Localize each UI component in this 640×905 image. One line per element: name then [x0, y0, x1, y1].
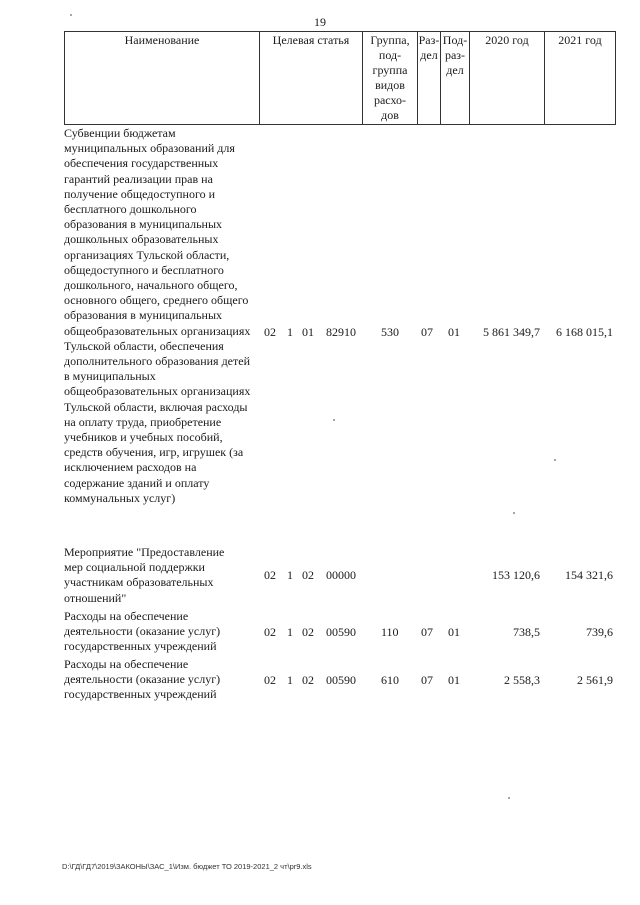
row-name-line: учебников и учебных пособий, [64, 430, 223, 445]
scan-speck [513, 512, 515, 514]
cell-subprogram: 1 [287, 325, 293, 339]
header-subsection-line: Под- [442, 33, 468, 47]
cell-main-event: 02 [302, 625, 314, 639]
scan-speck [554, 459, 556, 461]
header-year-2020 [469, 31, 545, 125]
row-name-line: гарантий реализации прав на [64, 171, 213, 186]
header-subsection-line: раз- [444, 48, 466, 62]
header-group [362, 31, 418, 125]
row-name-line: Расходы на обеспечение [64, 657, 189, 671]
header-group-line: расхо- [373, 93, 407, 107]
row-name-line: общедоступного и бесплатного [64, 262, 224, 277]
cell-subsection: 01 [448, 673, 460, 687]
header-year-2020-label: 2020 год [485, 33, 529, 47]
header-group-line: видов [375, 78, 405, 92]
row-name-line: дополнительного образования детей [64, 354, 250, 369]
header-year-2021 [544, 31, 616, 125]
row-name-line: на оплату труда, приобретение [64, 414, 222, 429]
cell-subprogram: 1 [287, 568, 293, 582]
header-section [417, 31, 441, 125]
cell-subsection: 01 [448, 625, 460, 639]
row-name-line: основного общего, среднего общего [64, 293, 249, 308]
row-name-line: деятельности (оказание услуг) [64, 672, 221, 687]
row-name-line: коммунальных услуг) [64, 490, 176, 505]
row-name-line: Субвенции бюджетам [64, 126, 176, 140]
cell-2020: 2 558,3 [504, 673, 540, 687]
row-name-line: общеобразовательных организациях [64, 384, 251, 399]
header-group-line: под- [378, 48, 402, 62]
cell-main-event: 01 [302, 325, 314, 339]
row-name-line: Мероприятие "Предоставление [64, 545, 225, 559]
cell-subprogram: 1 [287, 625, 293, 639]
row-name [64, 126, 274, 506]
cell-2020: 738,5 [513, 625, 540, 639]
row-name-line: государственных учреждений [64, 687, 217, 702]
row-name-line: Тульской области, включая расходы [64, 399, 248, 414]
header-target-article-label: Целевая статья [272, 33, 350, 47]
header-name-label: Наименование [124, 33, 200, 47]
cell-2020: 5 861 349,7 [483, 325, 540, 339]
cell-2020: 153 120,6 [492, 568, 540, 582]
header-section-line: дел [420, 48, 438, 62]
cell-group: 610 [381, 673, 399, 687]
cell-direction: 82910 [326, 325, 356, 339]
row-name [64, 545, 274, 606]
header-section-line: Раз- [418, 33, 440, 47]
cell-2021: 154 321,6 [565, 568, 613, 582]
header-subsection [440, 31, 470, 125]
cell-direction: 00590 [326, 673, 356, 687]
header-subsection-line: дел [446, 63, 464, 77]
row-name-line: отношений" [64, 590, 127, 605]
cell-program: 02 [264, 625, 276, 639]
row-name-line: общеобразовательных организациях [64, 323, 251, 338]
row-name-line: содержание зданий и оплату [64, 475, 210, 490]
cell-group: 110 [381, 625, 399, 639]
row-name-line: дошкольных образовательных [64, 232, 219, 247]
cell-main-event: 02 [302, 568, 314, 582]
header-target-article [259, 31, 363, 125]
row-name-line: исключением расходов на [64, 460, 197, 475]
row-name-line: деятельности (оказание услуг) [64, 624, 221, 639]
header-group-line: дов [381, 108, 399, 122]
row-name [64, 609, 274, 655]
cell-direction: 00000 [326, 568, 356, 582]
cell-2021: 6 168 015,1 [556, 325, 613, 339]
row-name-line: образования в муниципальных [64, 217, 223, 232]
row-name-line: Расходы на обеспечение [64, 609, 189, 623]
row-name-line: дошкольного, начального общего, [64, 278, 238, 293]
scan-speck [508, 797, 510, 799]
cell-subprogram: 1 [287, 673, 293, 687]
row-name-line: муниципальных образований для [64, 141, 235, 156]
header-group-line: группа [372, 63, 408, 77]
footer-file-path: D:\ГД\ГД7\2019\ЗАКОНЫ\ЗАС_1\Изм. бюджет ТО 2019-2021_2 чт\pr9.xls [62, 862, 312, 871]
cell-group: 530 [381, 325, 399, 339]
cell-direction: 00590 [326, 625, 356, 639]
cell-program: 02 [264, 673, 276, 687]
cell-2021: 739,6 [586, 625, 613, 639]
row-name-line: получение общедоступного и [64, 186, 216, 201]
cell-program: 02 [264, 568, 276, 582]
cell-section: 07 [421, 325, 433, 339]
cell-subsection: 01 [448, 325, 460, 339]
row-name-line: средств обучения, игр, игрушек (за [64, 445, 244, 460]
header-name [64, 31, 260, 125]
scan-speck [333, 419, 335, 421]
row-name-line: организациях Тульской области, [64, 247, 230, 262]
row-name-line: образования в муниципальных [64, 308, 223, 323]
cell-section: 07 [421, 625, 433, 639]
cell-section: 07 [421, 673, 433, 687]
row-name-line: в муниципальных [64, 369, 156, 384]
row-name-line: участникам образовательных [64, 575, 214, 590]
row-name-line: Тульской области, обеспечения [64, 338, 224, 353]
header-group-line: Группа, [370, 33, 410, 47]
row-name-line: бесплатного дошкольного [64, 202, 197, 217]
row-name [64, 657, 274, 703]
row-name-line: мер социальной поддержки [64, 560, 205, 575]
scan-speck [70, 14, 72, 16]
header-year-2021-label: 2021 год [558, 33, 602, 47]
cell-main-event: 02 [302, 673, 314, 687]
row-name-line: обеспечения государственных [64, 156, 219, 171]
cell-program: 02 [264, 325, 276, 339]
page-number: 19 [314, 15, 326, 29]
row-name-line: государственных учреждений [64, 639, 217, 654]
cell-2021: 2 561,9 [577, 673, 613, 687]
